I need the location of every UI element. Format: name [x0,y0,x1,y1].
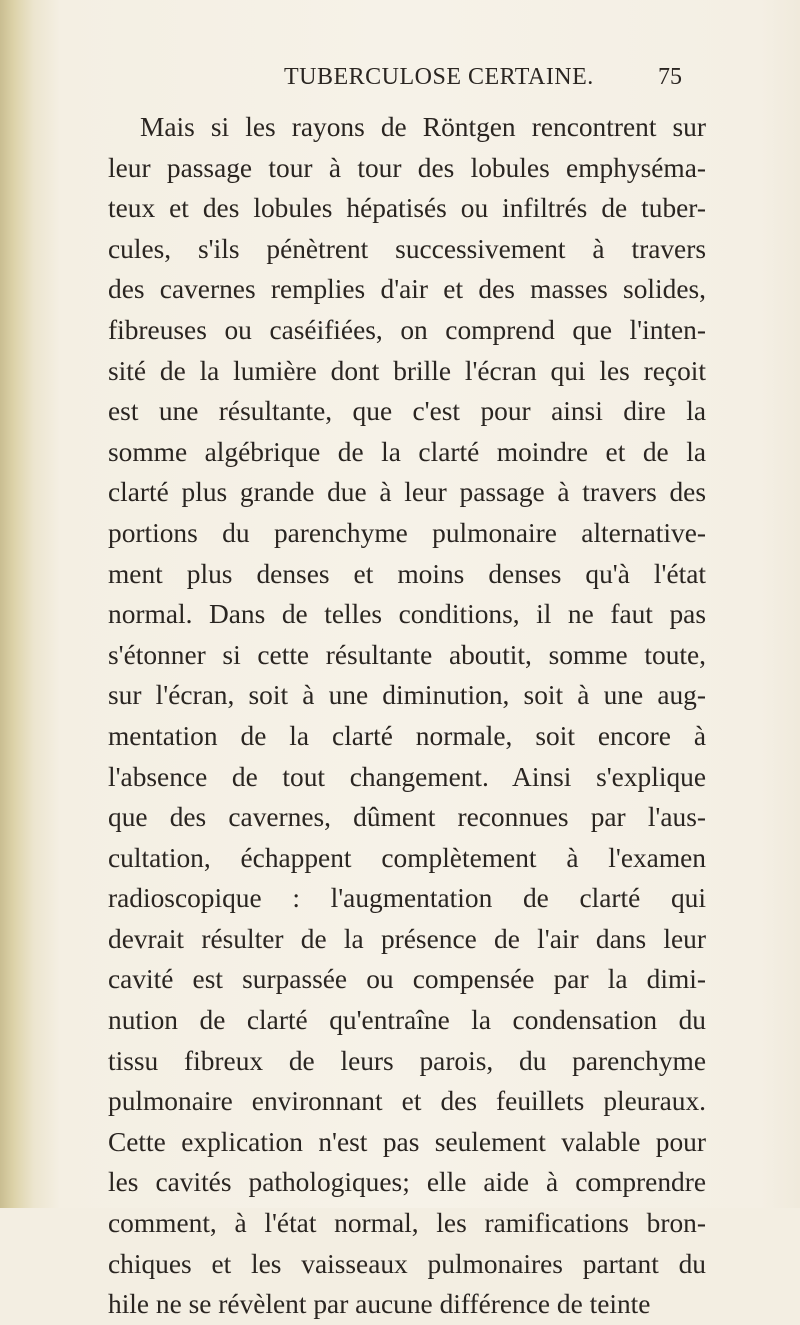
text-line: chiques et les vaisseaux pulmonaires partant du [108,1248,706,1279]
text-line: normal. Dans de telles conditions, il ne faut pas [108,599,706,630]
text-line: mentation de la clarté normale, soit encore à [108,720,706,751]
text-line: cultation, échappent complètement à l'examen [108,842,706,873]
text-line: hile ne se révèlent par aucune différence de teinte [108,1289,651,1320]
text-line: pulmonaire environnant et des feuillets pleuraux. [108,1086,706,1117]
text-line: clarté plus grande due à leur passage à travers des [108,477,706,508]
text-line: ment plus denses et moins denses qu'à l'état [108,558,706,589]
running-head [0,64,800,100]
text-line: leur passage tour à tour des lobules emphyséma- [108,152,706,183]
text-line: nution de clarté qu'entraîne la condensation du [108,1005,706,1036]
running-head-title: TUBERCULOSE CERTAINE. [284,64,594,90]
text-line: des cavernes remplies d'air et des masses solides, [108,274,706,305]
text-line: teux et des lobules hépatisés ou infiltrés de tuber- [108,193,706,224]
text-line: Cette explication n'est pas seulement valable pour [108,1126,706,1157]
text-line: radioscopique : l'augmentation de clarté qui [108,883,706,914]
text-line: les cavités pathologiques; elle aide à comprendre [108,1167,706,1198]
text-line: sité de la lumière dont brille l'écran qui les reçoit [108,355,706,386]
text-line: sur l'écran, soit à une diminution, soit à une aug- [108,680,706,711]
text-line: cavité est surpassée ou compensée par la dimi- [108,964,706,995]
text-line: cules, s'ils pénètrent successivement à travers [108,233,706,264]
text-line: fibreuses ou caséifiées, on comprend que l'inten- [108,314,706,345]
text-line: Mais si les rayons de Röntgen rencontrent sur [140,112,706,142]
text-line: l'absence de tout changement. Ainsi s'explique [108,761,706,792]
text-line: comment, à l'état normal, les ramifications bron- [108,1208,706,1239]
text-line: devrait résulter de la présence de l'air dans leur [108,923,706,954]
page-number: 75 [658,64,682,90]
text-line: que des cavernes, dûment reconnues par l'aus- [108,802,706,833]
text-line: tissu fibreux de leurs parois, du parenchyme [108,1045,706,1076]
text-line: s'étonner si cette résultante aboutit, somme toute, [108,639,706,670]
text-line: portions du parenchyme pulmonaire alternative- [108,517,706,548]
text-line: est une résultante, que c'est pour ainsi dire la [108,396,706,427]
text-line: somme algébrique de la clarté moindre et de la [108,436,706,467]
body-text [108,107,706,1325]
